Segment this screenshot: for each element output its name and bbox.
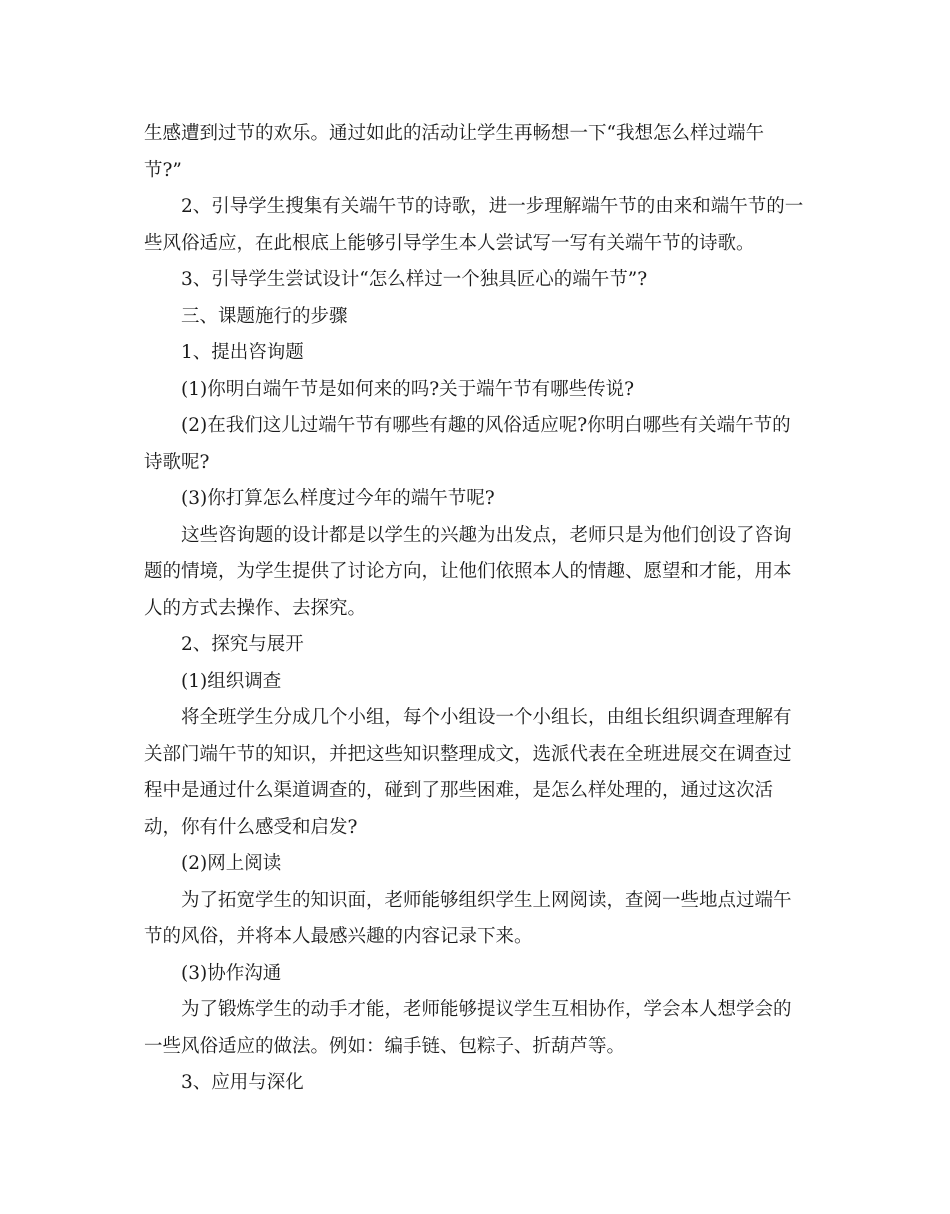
text-line: 节的风俗，并将本人最感兴趣的内容记录下来。 bbox=[144, 926, 533, 947]
text-line: 为了锻炼学生的动手才能，老师能够提议学生互相协作，学会本人想学会的 bbox=[181, 999, 792, 1020]
text-line: 2、引导学生搜集有关端午节的诗歌，进一步理解端午节的由来和端午节的一 bbox=[181, 196, 804, 217]
text-line: 为了拓宽学生的知识面，老师能够组织学生上网阅读，查阅一些地点过端午 bbox=[181, 889, 792, 911]
text-line: (2)在我们这儿过端午节有哪些有趣的风俗适应呢?你明白哪些有关端午节的 bbox=[181, 415, 791, 436]
text-line: 题的情境，为学生提供了讨论方向，让他们依照本人的情趣、愿望和才能，用本 bbox=[144, 561, 792, 582]
text-line: 这些咨询题的设计都是以学生的兴趣为出发点，老师只是为他们创设了咨询 bbox=[181, 524, 792, 546]
text-line: 关部门端午节的知识，并把这些知识整理成文，选派代表在全班进展交在调查过 bbox=[144, 743, 792, 765]
text-line: 些风俗适应，在此根底上能够引导学生本人尝试写一写有关端午节的诗歌。 bbox=[144, 232, 755, 254]
text-line: (1)组织调查 bbox=[181, 670, 282, 692]
text-line: 生感遭到过节的欢乐。通过如此的活动让学生再畅想一下“我想怎么样过端午 bbox=[144, 123, 764, 144]
text-line: 将全班学生分成几个小组，每个小组设一个小组长，由组长组织调查理解有 bbox=[181, 707, 792, 728]
text-line: 节?” bbox=[144, 159, 182, 181]
text-line: (2)网上阅读 bbox=[181, 853, 282, 874]
text-line: 1、提出咨询题 bbox=[181, 342, 304, 363]
text-line: 动，你有什么感受和启发? bbox=[144, 816, 358, 838]
text-line: 程中是通过什么渠道调查的，碰到了那些困难，是怎么样处理的，通过这次活 bbox=[144, 780, 774, 801]
text-line: 3、应用与深化 bbox=[181, 1072, 304, 1093]
text-line: 2、探究与展开 bbox=[181, 634, 304, 655]
text-line: 人的方式去操作、去探究。 bbox=[144, 597, 367, 619]
document-body bbox=[144, 116, 814, 1102]
text-line: (3)协作沟通 bbox=[181, 962, 282, 984]
text-line: 诗歌呢? bbox=[144, 451, 210, 473]
text-line: (1)你明白端午节是如何来的吗?关于端午节有哪些传说? bbox=[181, 378, 635, 400]
text-line: (3)你打算怎么样度过今年的端午节呢? bbox=[181, 488, 495, 509]
text-line: 一些风俗适应的做法。例如：编手链、包粽子、折葫芦等。 bbox=[144, 1035, 626, 1057]
text-line: 三、课题施行的步骤 bbox=[181, 305, 348, 327]
text-line: 3、引导学生尝试设计“怎么样过一个独具匠心的端午节”? bbox=[181, 269, 648, 290]
